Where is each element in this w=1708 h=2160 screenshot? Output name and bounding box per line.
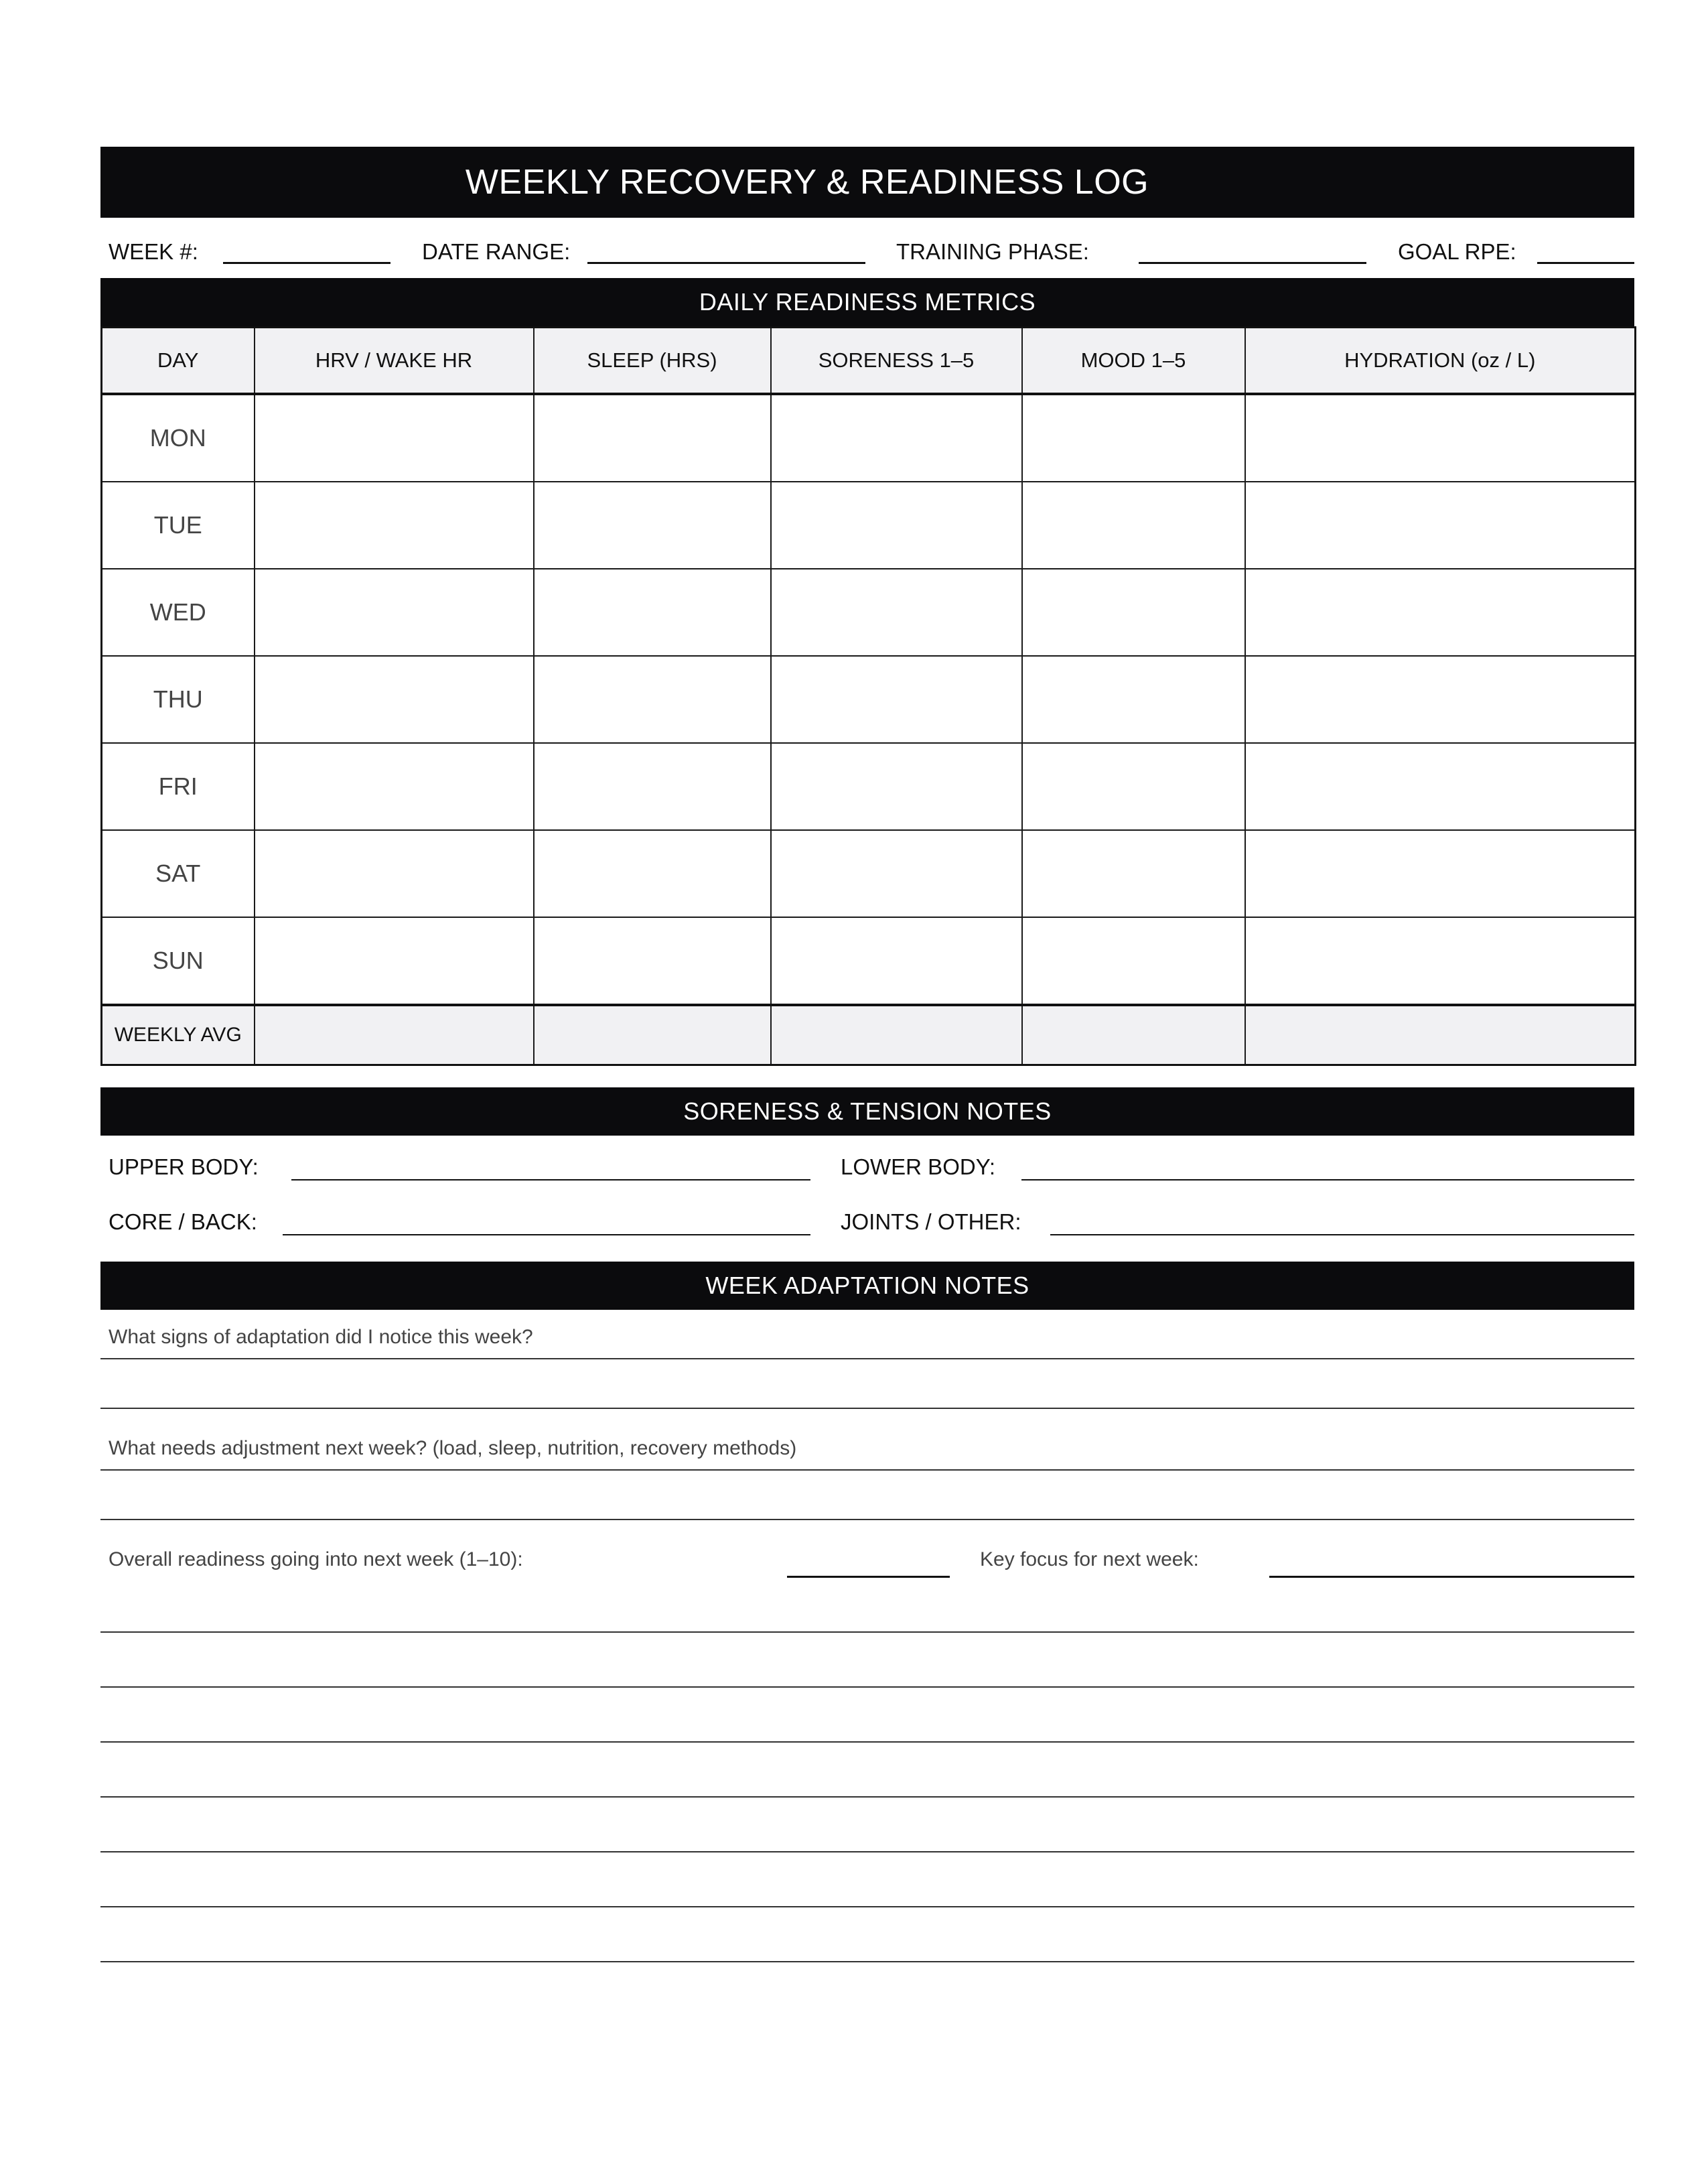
day-label: SAT bbox=[102, 830, 255, 917]
writing-line[interactable] bbox=[100, 1906, 1634, 1907]
table-row bbox=[102, 569, 1636, 656]
hrv-cell[interactable] bbox=[255, 394, 534, 482]
hrv-cell[interactable] bbox=[255, 917, 534, 1005]
core-back-field[interactable] bbox=[283, 1234, 810, 1235]
soreness-cell[interactable] bbox=[771, 394, 1022, 482]
sleep-cell[interactable] bbox=[534, 482, 771, 569]
table-row bbox=[102, 830, 1636, 917]
sleep-cell[interactable] bbox=[534, 830, 771, 917]
hydration-cell[interactable] bbox=[1245, 743, 1636, 830]
mood-cell[interactable] bbox=[1022, 743, 1245, 830]
weekly-avg-label: WEEKLY AVG bbox=[102, 1005, 255, 1065]
joints-other-label: JOINTS / OTHER: bbox=[841, 1209, 1021, 1234]
date-range-field[interactable] bbox=[587, 262, 865, 264]
hydration-cell[interactable] bbox=[1245, 656, 1636, 743]
table-row bbox=[102, 743, 1636, 830]
soreness-cell[interactable] bbox=[771, 482, 1022, 569]
soreness-notes bbox=[100, 1136, 1634, 1262]
hydration-cell[interactable] bbox=[1245, 394, 1636, 482]
hrv-cell[interactable] bbox=[255, 830, 534, 917]
writing-line[interactable] bbox=[100, 1851, 1634, 1852]
day-label: WED bbox=[102, 569, 255, 656]
week-label: WEEK #: bbox=[109, 239, 198, 264]
key-focus-label: Key focus for next week: bbox=[980, 1548, 1199, 1570]
day-label: THU bbox=[102, 656, 255, 743]
writing-line[interactable] bbox=[100, 1961, 1634, 1962]
writing-line[interactable] bbox=[100, 1686, 1634, 1688]
mood-avg-cell[interactable] bbox=[1022, 1005, 1245, 1065]
column-header-hydration: HYDRATION (oz / L) bbox=[1245, 328, 1636, 395]
column-header-sleep: SLEEP (HRS) bbox=[534, 328, 771, 395]
writing-line[interactable] bbox=[100, 1408, 1634, 1409]
week-field[interactable] bbox=[223, 262, 390, 264]
column-header-soreness: SORENESS 1–5 bbox=[771, 328, 1022, 395]
mood-cell[interactable] bbox=[1022, 482, 1245, 569]
adaptation-question: What signs of adaptation did I notice this week? bbox=[109, 1326, 533, 1348]
day-label: TUE bbox=[102, 482, 255, 569]
mood-cell[interactable] bbox=[1022, 830, 1245, 917]
column-header-day: DAY bbox=[102, 328, 255, 395]
soreness-notes-heading: SORENESS & TENSION NOTES bbox=[100, 1087, 1634, 1136]
table-row bbox=[102, 656, 1636, 743]
writing-line[interactable] bbox=[100, 1741, 1634, 1743]
core-back-label: CORE / BACK: bbox=[109, 1209, 257, 1234]
hydration-cell[interactable] bbox=[1245, 830, 1636, 917]
sleep-avg-cell[interactable] bbox=[534, 1005, 771, 1065]
soreness-cell[interactable] bbox=[771, 743, 1022, 830]
daily-metrics-heading: DAILY READINESS METRICS bbox=[100, 278, 1634, 326]
training-phase-field[interactable] bbox=[1139, 262, 1366, 264]
day-label: SUN bbox=[102, 917, 255, 1005]
sleep-cell[interactable] bbox=[534, 917, 771, 1005]
mood-cell[interactable] bbox=[1022, 394, 1245, 482]
readiness-field[interactable] bbox=[787, 1576, 950, 1578]
writing-line[interactable] bbox=[100, 1469, 1634, 1471]
sleep-cell[interactable] bbox=[534, 394, 771, 482]
writing-line[interactable] bbox=[100, 1358, 1634, 1359]
writing-line[interactable] bbox=[100, 1631, 1634, 1633]
mood-cell[interactable] bbox=[1022, 569, 1245, 656]
upper-body-field[interactable] bbox=[291, 1179, 810, 1180]
mood-cell[interactable] bbox=[1022, 917, 1245, 1005]
soreness-cell[interactable] bbox=[771, 656, 1022, 743]
hrv-avg-cell[interactable] bbox=[255, 1005, 534, 1065]
sleep-cell[interactable] bbox=[534, 743, 771, 830]
adaptation-notes bbox=[100, 1310, 1634, 1966]
writing-line[interactable] bbox=[100, 1519, 1634, 1520]
upper-body-label: UPPER BODY: bbox=[109, 1154, 259, 1179]
page-title: WEEKLY RECOVERY & READINESS LOG bbox=[100, 147, 1634, 218]
lower-body-label: LOWER BODY: bbox=[841, 1154, 996, 1179]
hrv-cell[interactable] bbox=[255, 743, 534, 830]
log-page bbox=[100, 147, 1634, 1966]
goal-rpe-label: GOAL RPE: bbox=[1398, 239, 1516, 264]
hrv-cell[interactable] bbox=[255, 656, 534, 743]
hydration-cell[interactable] bbox=[1245, 917, 1636, 1005]
table-row bbox=[102, 394, 1636, 482]
header-fields bbox=[100, 218, 1634, 278]
day-label: MON bbox=[102, 394, 255, 482]
hrv-cell[interactable] bbox=[255, 482, 534, 569]
joints-other-field[interactable] bbox=[1050, 1234, 1634, 1235]
table-row bbox=[102, 482, 1636, 569]
writing-line[interactable] bbox=[100, 1796, 1634, 1798]
sleep-cell[interactable] bbox=[534, 656, 771, 743]
goal-rpe-field[interactable] bbox=[1537, 262, 1634, 264]
column-header-hrv: HRV / WAKE HR bbox=[255, 328, 534, 395]
table-row bbox=[102, 917, 1636, 1005]
day-label: FRI bbox=[102, 743, 255, 830]
daily-metrics-table bbox=[100, 326, 1636, 1066]
soreness-cell[interactable] bbox=[771, 830, 1022, 917]
adaptation-notes-heading: WEEK ADAPTATION NOTES bbox=[100, 1262, 1634, 1310]
hydration-avg-cell[interactable] bbox=[1245, 1005, 1636, 1065]
mood-cell[interactable] bbox=[1022, 656, 1245, 743]
date-range-label: DATE RANGE: bbox=[422, 239, 571, 264]
readiness-label: Overall readiness going into next week (1–10): bbox=[109, 1548, 523, 1570]
soreness-avg-cell[interactable] bbox=[771, 1005, 1022, 1065]
sleep-cell[interactable] bbox=[534, 569, 771, 656]
adjustment-question: What needs adjustment next week? (load, sleep, nutrition, recovery methods) bbox=[109, 1437, 797, 1459]
soreness-cell[interactable] bbox=[771, 917, 1022, 1005]
hrv-cell[interactable] bbox=[255, 569, 534, 656]
training-phase-label: TRAINING PHASE: bbox=[896, 239, 1089, 264]
key-focus-field[interactable] bbox=[1269, 1576, 1634, 1578]
column-header-mood: MOOD 1–5 bbox=[1022, 328, 1245, 395]
hydration-cell[interactable] bbox=[1245, 569, 1636, 656]
hydration-cell[interactable] bbox=[1245, 482, 1636, 569]
lower-body-field[interactable] bbox=[1021, 1179, 1634, 1180]
weekly-avg-row bbox=[102, 1005, 1636, 1065]
table-header-row bbox=[102, 328, 1636, 395]
soreness-cell[interactable] bbox=[771, 569, 1022, 656]
